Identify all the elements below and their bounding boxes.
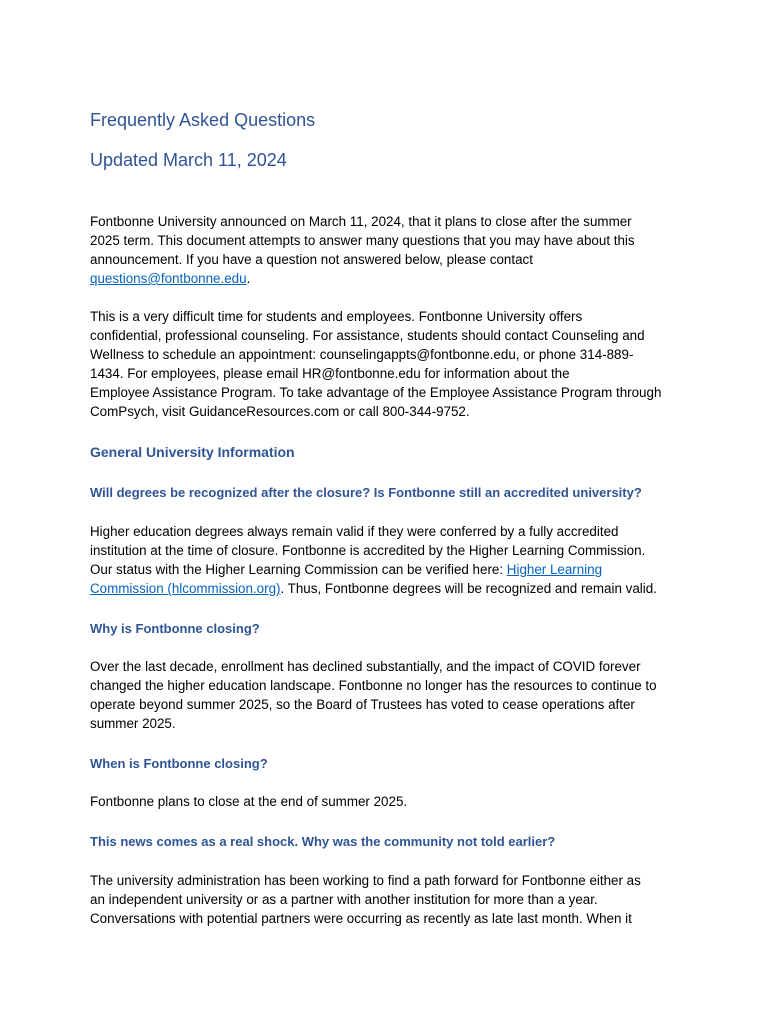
text-line: changed the higher education landscape. Fontbonne no longer has the resources to continue to xyxy=(90,678,657,693)
text-line: announcement. If you have a question not answered below, please contact xyxy=(90,252,533,267)
text-line: an independent university or as a partner with another institution for more than a year. xyxy=(90,892,598,907)
question-when-closing: When is Fontbonne closing? xyxy=(90,756,268,771)
counseling-paragraph xyxy=(90,307,686,421)
text-line xyxy=(90,579,686,598)
hlc-link-part2[interactable]: Commission (hlcommission.org) xyxy=(90,581,281,596)
text-line: Fontbonne plans to close at the end of summer 2025. xyxy=(90,794,408,809)
updated-date: Updated March 11, 2024 xyxy=(90,150,287,170)
text-line: confidential, professional counseling. For assistance, students should contact Counseling and xyxy=(90,328,645,343)
answer-why-closing xyxy=(90,657,686,733)
text-line: ComPsych, visit GuidanceResources.com or call 800-344-9752. xyxy=(90,404,470,419)
section-heading-general: General University Information xyxy=(90,444,295,460)
text-line: operate beyond summer 2025, so the Board of Trustees has voted to cease operations after xyxy=(90,697,635,712)
text-line: 1434. For employees, please email HR@fontbonne.edu for information about the xyxy=(90,366,570,381)
answer-when-closing xyxy=(90,792,686,811)
text-line: Wellness to schedule an appointment: counselingappts@fontbonne.edu, or phone 314-889- xyxy=(90,347,634,362)
text-segment: . Thus, Fontbonne degrees will be recognized and remain valid. xyxy=(280,581,657,596)
text-line: 2025 term. This document attempts to answer many questions that you may have about this xyxy=(90,233,635,248)
text-line: Conversations with potential partners were occurring as recently as late last month. When it xyxy=(90,911,632,926)
page-title: Frequently Asked Questions xyxy=(90,110,316,130)
text-line: Employee Assistance Program. To take advantage of the Employee Assistance Program through xyxy=(90,385,662,400)
text-line: Higher education degrees always remain valid if they were conferred by a fully accredited xyxy=(90,524,619,539)
text-line: Over the last decade, enrollment has declined substantially, and the impact of COVID forever xyxy=(90,659,641,674)
hlc-link-part1[interactable]: Higher Learning xyxy=(506,562,603,577)
text-line: institution at the time of closure. Fontbonne is accredited by the Higher Learning Commission. xyxy=(90,543,646,558)
punctuation: . xyxy=(246,271,251,286)
answer-degrees xyxy=(90,522,686,598)
text-line: The university administration has been working to find a path forward for Fontbonne either as xyxy=(90,873,641,888)
text-line xyxy=(90,560,686,579)
text-line: Fontbonne University announced on March 11, 2024, that it plans to close after the summer xyxy=(90,214,632,229)
text-segment: Our status with the Higher Learning Commission can be verified here: xyxy=(90,562,507,577)
text-line xyxy=(90,269,686,288)
text-line: summer 2025. xyxy=(90,716,176,731)
question-degrees: Will degrees be recognized after the closure? Is Fontbonne still an accredited university? xyxy=(90,485,642,500)
intro-paragraph xyxy=(90,212,686,288)
answer-not-told-earlier xyxy=(90,871,686,928)
question-not-told-earlier: This news comes as a real shock. Why was the community not told earlier? xyxy=(90,834,556,849)
questions-email-link[interactable]: questions@fontbonne.edu xyxy=(90,271,247,286)
question-why-closing: Why is Fontbonne closing? xyxy=(90,621,260,636)
text-line: This is a very difficult time for students and employees. Fontbonne University offers xyxy=(90,309,583,324)
